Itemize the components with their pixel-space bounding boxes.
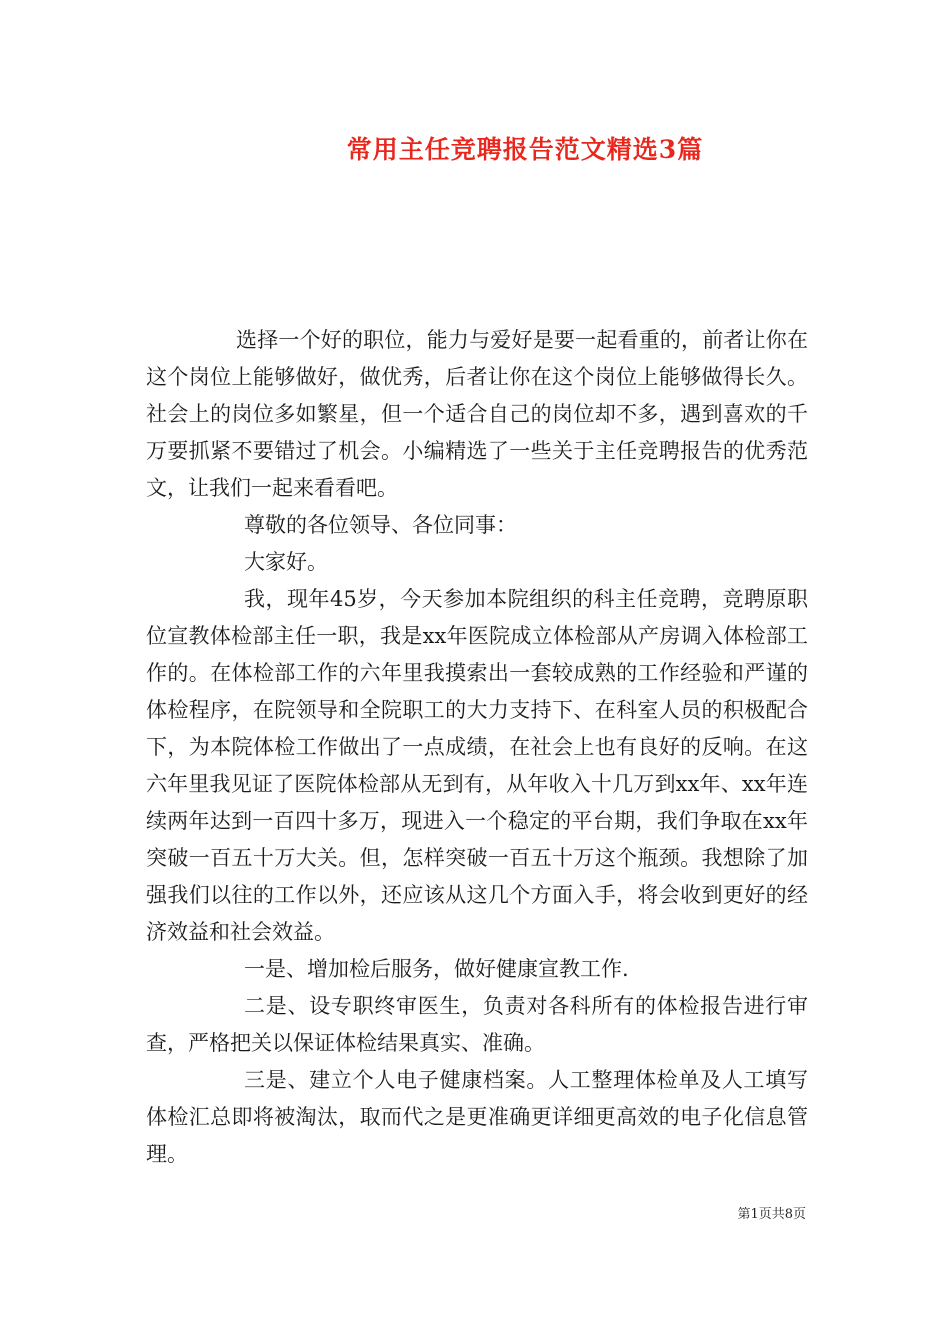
document-title: 常用主任竞聘报告范文精选3篇 xyxy=(346,135,704,164)
intro-paragraph: 选择一个好的职位，能力与爱好是要一起看重的，前者让你在这个岗位上能够做好，做优秀，后者让你在这个岗位上能够做得长久。社会上的岗位多如繁星，但一个适合自己的岗位却不多，遇到喜欢的千万要抓紧不要错过了机会。小编精选了一些关于主任竞聘报告的优秀范文，让我们一起来看看吧。 xyxy=(146,328,808,500)
point-one: 一是、增加检后服务，做好健康宣教工作. xyxy=(244,957,629,981)
document-body xyxy=(146,322,808,1173)
body-paragraph: 我，现年45岁，今天参加本院组织的科主任竞聘，竞聘原职位宣教体检部主任一职，我是xx年医院成立体检部从产房调入体检部工作的。在体检部工作的六年里我摸索出一套较成熟的工作经验和严谨的体检程序，在院领导和全院职工的大力支持下、在科室人员的积极配合下，为本院体检工作做出了一点成绩，在社会上也有良好的反响。在这六年里我见证了医院体检部从无到有，从年收入十几万到xx年、xx年连续两年达到一百四十多万，现进入一个稳定的平台期，我们争取在xx年突破一百五十万大关。但，怎样突破一百五十万这个瓶颈。我想除了加强我们以往的工作以外，还应该从这几个方面入手，将会收到更好的经济效益和社会效益。 xyxy=(146,587,808,944)
salutation: 尊敬的各位领导、各位同事： xyxy=(244,513,517,537)
page-number: 第1页共8页 xyxy=(737,1207,806,1222)
greeting: 大家好。 xyxy=(244,550,328,574)
point-three: 三是、建立个人电子健康档案。人工整理体检单及人工填写体检汇总即将被淘汰，取而代之是更准确更详细更高效的电子化信息管理。 xyxy=(146,1068,808,1166)
point-two: 二是、设专职终审医生，负责对各科所有的体检报告进行审查，严格把关以保证体检结果真实、准确。 xyxy=(146,994,808,1055)
